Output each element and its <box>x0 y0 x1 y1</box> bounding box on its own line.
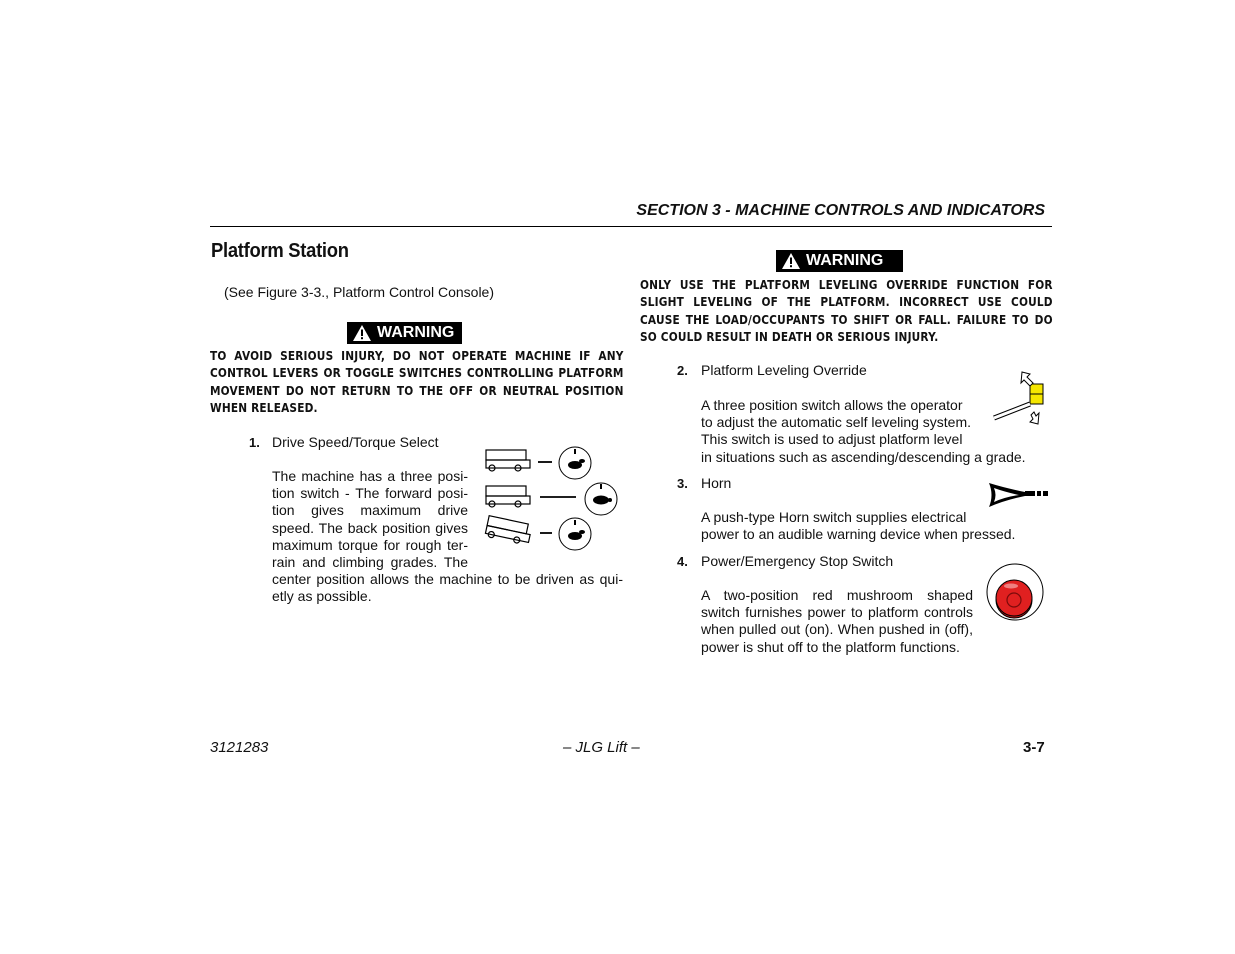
text-line: when pulled out (on). When pushed in (off), <box>701 621 973 638</box>
text-line: The machine has a three posi- <box>272 468 468 484</box>
warning-label: WARNING <box>806 252 884 269</box>
text-line: tion gives maximum drive <box>272 502 468 519</box>
leveling-switch-icon <box>990 368 1048 426</box>
item-body-drive-speed-cont <box>272 571 623 605</box>
text-line: to adjust the automatic self leveling system. <box>701 414 972 431</box>
header-rule <box>210 226 1052 227</box>
footer-doc-number: 3121283 <box>210 739 269 756</box>
item-title-horn: Horn <box>701 475 732 491</box>
text-line: speed. The back position gives <box>272 519 468 536</box>
footer-center: – JLG Lift – <box>563 739 640 756</box>
text-line: center position allows the machine to be driven as qui- <box>272 571 623 587</box>
text-line: A two-position red mushroom shaped <box>701 587 973 603</box>
text-line: switch furnishes power to platform controls <box>701 604 973 621</box>
warning-triangle-icon <box>353 325 371 341</box>
section-header: SECTION 3 - MACHINE CONTROLS AND INDICATORS <box>636 202 1045 219</box>
warning-triangle-icon <box>782 253 800 269</box>
text-line: power is shut off to the platform functions. <box>701 638 960 655</box>
text-line: maximum torque for rough ter- <box>272 536 468 553</box>
text-line: etly as possible. <box>272 588 372 605</box>
warning-text-left: TO AVOID SERIOUS INJURY, DO NOT OPERATE MACHINE IF ANY CONTROL LEVERS OR TOGGLE SWITCHES CONTROLLING PLATFORM MOVEMENT DO NOT RETURN TO THE OFF OR NEUTRAL POSITION WHEN RELEASED. <box>210 349 624 415</box>
text-line: tion switch - The forward posi- <box>272 485 468 502</box>
warning-text-right: ONLY USE THE PLATFORM LEVELING OVERRIDE FUNCTION FOR SLIGHT LEVELING OF THE PLATFORM. INCORRECT USE COULD CAUSE THE LOAD/OCCUPANTS TO SHIFT OR FALL. FAILURE TO DO SO COULD RESULT IN DEATH OR SERIOUS INJURY. <box>640 278 1053 344</box>
emergency-stop-icon <box>985 562 1045 622</box>
drive-speed-selector-icon <box>478 438 623 553</box>
footer-page-number: 3-7 <box>1023 739 1045 756</box>
page-title: Platform Station <box>211 240 349 262</box>
text-line: A push-type Horn switch supplies electrical <box>701 509 967 525</box>
item-title-drive-speed: Drive Speed/Torque Select <box>272 434 439 450</box>
text-line: A three position switch allows the operator <box>701 397 963 413</box>
item-number: 1. <box>249 435 260 450</box>
text-line: in situations such as ascending/descending a grade. <box>701 448 1026 465</box>
item-number: 3. <box>677 476 688 491</box>
item-title-emergency-stop: Power/Emergency Stop Switch <box>701 553 894 569</box>
warning-badge-left <box>347 322 462 344</box>
horn-icon <box>985 480 1050 510</box>
figure-reference: (See Figure 3-3., Platform Control Console) <box>224 284 494 300</box>
text-line: rain and climbing grades. The <box>272 554 468 571</box>
warning-badge-right <box>776 250 903 272</box>
item-body-emergency-stop <box>701 587 973 656</box>
text-line: This switch is used to adjust platform level <box>701 431 963 448</box>
warning-label: WARNING <box>377 324 455 341</box>
item-body-drive-speed <box>272 468 468 571</box>
item-title-leveling-override: Platform Leveling Override <box>701 362 867 378</box>
item-number: 4. <box>677 554 688 569</box>
text-line: power to an audible warning device when pressed. <box>701 526 1016 543</box>
item-body-horn <box>701 509 1046 543</box>
item-number: 2. <box>677 363 688 378</box>
